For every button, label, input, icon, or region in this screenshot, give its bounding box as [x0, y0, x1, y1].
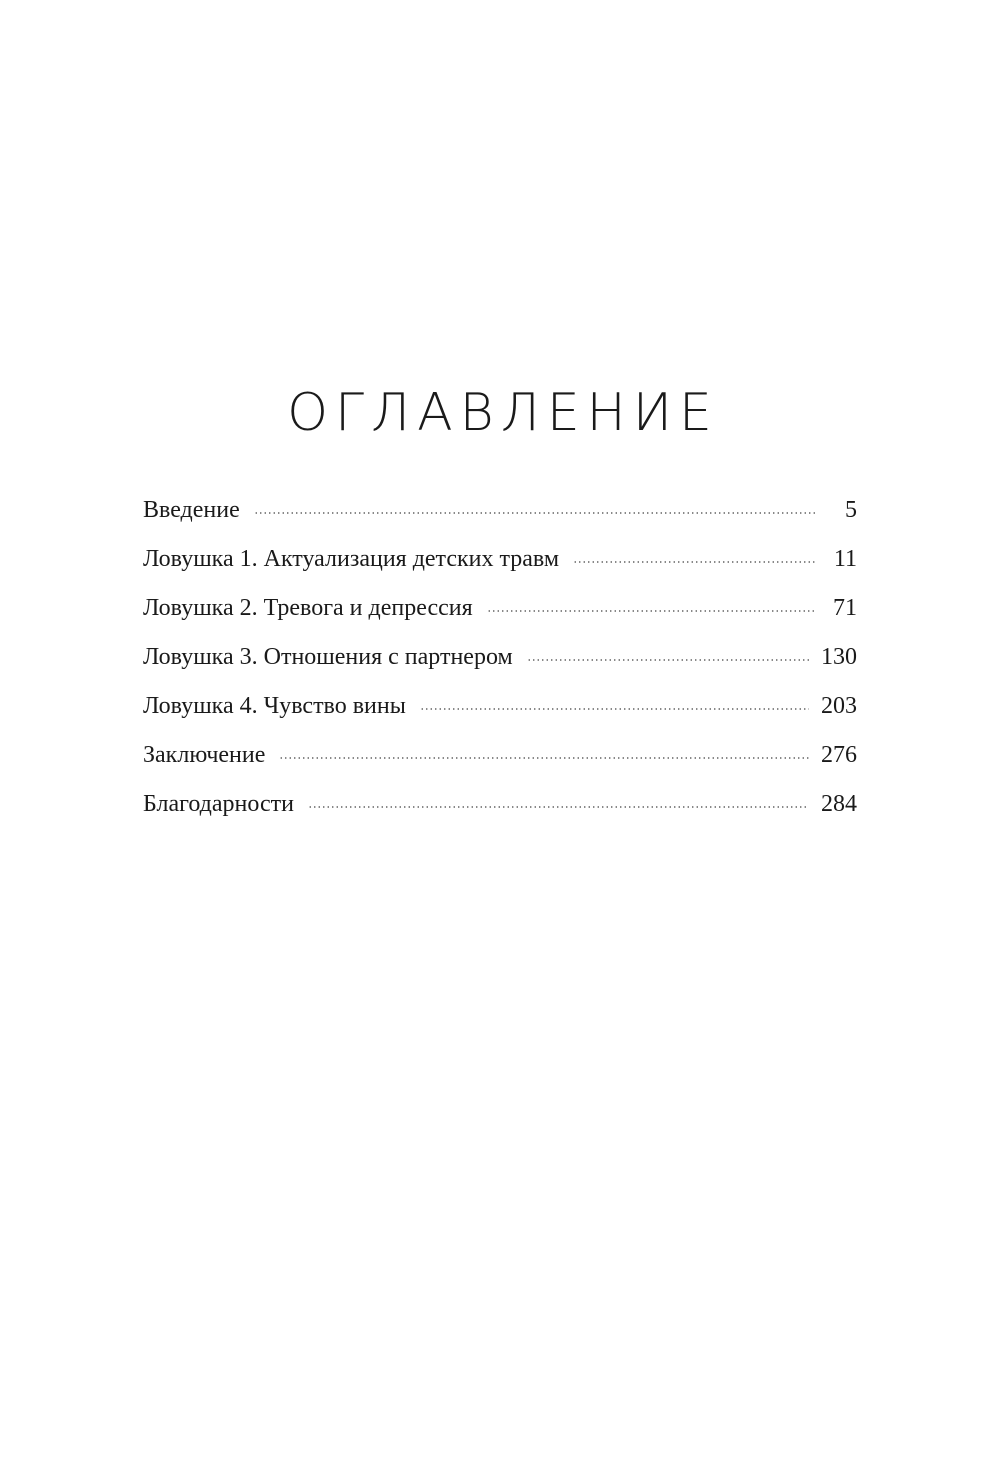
- toc-entry-page-number: 11: [833, 546, 857, 572]
- toc-entry-label: Заключение: [143, 742, 266, 768]
- toc-entry-trap-4[interactable]: [143, 686, 857, 735]
- toc-entry-trap-2[interactable]: [143, 588, 857, 637]
- toc-entry-trap-1[interactable]: [143, 539, 857, 588]
- dot-leader: [527, 657, 809, 663]
- dot-leader: [254, 510, 815, 516]
- toc-list: [143, 490, 857, 833]
- dot-leader: [279, 755, 809, 761]
- toc-entry-page-number: 284: [821, 791, 857, 817]
- dot-leader: [308, 804, 809, 810]
- toc-entry-conclusion[interactable]: [143, 735, 857, 784]
- toc-entry-page-number: 5: [845, 497, 857, 523]
- dot-leader: [573, 559, 815, 565]
- toc-entry-acknowledgements[interactable]: [143, 784, 857, 833]
- dot-leader: [420, 706, 809, 712]
- toc-entry-page-number: 203: [821, 693, 857, 719]
- toc-entry-introduction[interactable]: [143, 490, 857, 539]
- toc-entry-label: Ловушка 2. Тревога и депрессия: [143, 595, 473, 621]
- toc-entry-label: Благодарности: [143, 791, 294, 817]
- toc-entry-label: Ловушка 4. Чувство вины: [143, 693, 406, 719]
- toc-entry-page-number: 276: [821, 742, 857, 768]
- toc-title: ОГЛАВЛЕНИЕ: [287, 383, 719, 443]
- toc-entry-page-number: 71: [833, 595, 857, 621]
- toc-entry-page-number: 130: [821, 644, 857, 670]
- toc-entry-label: Введение: [143, 497, 240, 523]
- dot-leader: [487, 608, 815, 614]
- toc-entry-trap-3[interactable]: [143, 637, 857, 686]
- toc-entry-label: Ловушка 3. Отношения с партнером: [143, 644, 513, 670]
- toc-entry-label: Ловушка 1. Актуализация детских травм: [143, 546, 560, 572]
